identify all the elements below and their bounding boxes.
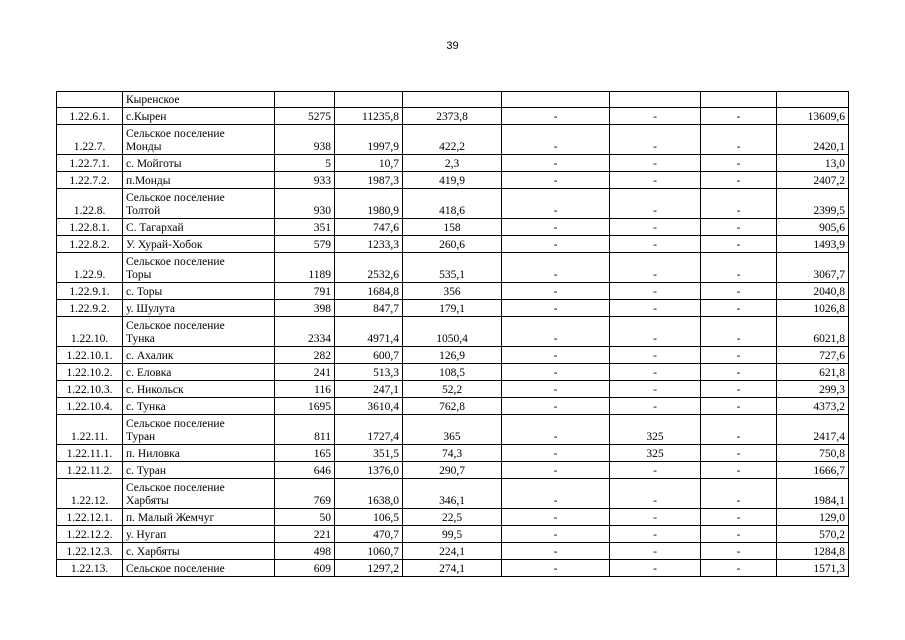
row-id: 1.22.9.1. [57, 283, 123, 300]
settlement-name-line: у. Шулута [126, 303, 175, 315]
value-cell-c8: 750,8 [777, 445, 849, 462]
value-cell-c7: - [701, 509, 777, 526]
settlement-name [123, 125, 275, 155]
settlement-name [123, 92, 275, 108]
value-cell-c6: - [610, 317, 701, 347]
value-cell-c4: 158 [403, 219, 502, 236]
settlement-name [123, 300, 275, 317]
table-row [57, 189, 849, 219]
value-cell-c3: 600,7 [335, 347, 403, 364]
value-cell-c6: - [610, 108, 701, 125]
settlement-name-line: у. Нугап [126, 529, 167, 541]
value-cell-c8: 1284,8 [777, 543, 849, 560]
value-cell-c5: - [502, 462, 610, 479]
value-cell-c8: 299,3 [777, 381, 849, 398]
value-cell-c7: - [701, 381, 777, 398]
value-cell-c4: 224,1 [403, 543, 502, 560]
value-cell-c6: 325 [610, 415, 701, 445]
row-id: 1.22.7.1. [57, 155, 123, 172]
value-cell-c6: - [610, 155, 701, 172]
value-cell-c4: 179,1 [403, 300, 502, 317]
value-cell-c7: - [701, 300, 777, 317]
value-cell-c7 [701, 92, 777, 108]
value-cell-c2: 646 [275, 462, 335, 479]
row-id: 1.22.12.2. [57, 526, 123, 543]
value-cell-c2: 221 [275, 526, 335, 543]
settlement-name [123, 347, 275, 364]
settlement-name-line: Монды [126, 141, 162, 153]
value-cell-c8: 2417,4 [777, 415, 849, 445]
value-cell-c3: 4971,4 [335, 317, 403, 347]
value-cell-c6: - [610, 381, 701, 398]
settlement-name-line: Торы [126, 269, 152, 281]
value-cell-c2 [275, 92, 335, 108]
value-cell-c5: - [502, 381, 610, 398]
value-cell-c4: 346,1 [403, 479, 502, 509]
settlement-name-line: п.Монды [126, 175, 171, 187]
settlement-name-line: Туран [126, 431, 156, 443]
value-cell-c6: - [610, 364, 701, 381]
row-id [57, 92, 123, 108]
value-cell-c5: - [502, 479, 610, 509]
value-cell-c4: 535,1 [403, 253, 502, 283]
value-cell-c4: 418,6 [403, 189, 502, 219]
table-row [57, 155, 849, 172]
value-cell-c2: 351 [275, 219, 335, 236]
value-cell-c7: - [701, 283, 777, 300]
value-cell-c4: 52,2 [403, 381, 502, 398]
value-cell-c8: 3067,7 [777, 253, 849, 283]
value-cell-c7: - [701, 108, 777, 125]
value-cell-c7: - [701, 445, 777, 462]
value-cell-c4: 356 [403, 283, 502, 300]
value-cell-c6: - [610, 300, 701, 317]
value-cell-c4: 2,3 [403, 155, 502, 172]
value-cell-c2: 5275 [275, 108, 335, 125]
value-cell-c7: - [701, 526, 777, 543]
value-cell-c4: 422,2 [403, 125, 502, 155]
value-cell-c2: 50 [275, 509, 335, 526]
value-cell-c5: - [502, 219, 610, 236]
value-cell-c3: 10,7 [335, 155, 403, 172]
value-cell-c8: 2407,2 [777, 172, 849, 189]
settlement-name-line: Сельское поселение [126, 256, 225, 268]
value-cell-c5: - [502, 509, 610, 526]
value-cell-c6: - [610, 253, 701, 283]
settlement-name-line: Сельское поселение [126, 192, 225, 204]
value-cell-c2: 811 [275, 415, 335, 445]
settlement-name-line: п. Малый Жемчуг [126, 512, 215, 524]
table-row [57, 415, 849, 445]
value-cell-c5: - [502, 543, 610, 560]
value-cell-c8: 1493,9 [777, 236, 849, 253]
value-cell-c8: 1571,3 [777, 560, 849, 577]
row-id: 1.22.8.2. [57, 236, 123, 253]
value-cell-c7: - [701, 364, 777, 381]
value-cell-c5: - [502, 347, 610, 364]
value-cell-c7: - [701, 189, 777, 219]
value-cell-c6: - [610, 172, 701, 189]
value-cell-c4: 274,1 [403, 560, 502, 577]
table-row [57, 560, 849, 577]
row-id: 1.22.9. [57, 253, 123, 283]
value-cell-c2: 398 [275, 300, 335, 317]
value-cell-c5: - [502, 300, 610, 317]
value-cell-c7: - [701, 125, 777, 155]
value-cell-c8: 2420,1 [777, 125, 849, 155]
page-number: 39 [446, 40, 459, 52]
settlement-name-line: Сельское поселение [126, 320, 225, 332]
value-cell-c8: 2399,5 [777, 189, 849, 219]
table-row [57, 92, 849, 108]
table-row [57, 347, 849, 364]
value-cell-c7: - [701, 236, 777, 253]
value-cell-c8 [777, 92, 849, 108]
value-cell-c4: 290,7 [403, 462, 502, 479]
settlement-name-line: с. Туран [126, 465, 167, 477]
settlement-name-line: Сельское поселение [126, 128, 225, 140]
value-cell-c6: - [610, 560, 701, 577]
table-row [57, 509, 849, 526]
table-row [57, 108, 849, 125]
settlement-name [123, 445, 275, 462]
value-cell-c5: - [502, 560, 610, 577]
value-cell-c3: 11235,8 [335, 108, 403, 125]
settlement-name-line: Харбяты [126, 495, 169, 507]
table-row [57, 445, 849, 462]
table-row [57, 300, 849, 317]
value-cell-c2: 165 [275, 445, 335, 462]
value-cell-c7: - [701, 155, 777, 172]
value-cell-c4: 1050,4 [403, 317, 502, 347]
value-cell-c6: - [610, 479, 701, 509]
settlement-name [123, 317, 275, 347]
settlement-name-line: с. Еловка [126, 367, 172, 379]
row-id: 1.22.8. [57, 189, 123, 219]
value-cell-c7: - [701, 415, 777, 445]
value-cell-c7: - [701, 479, 777, 509]
value-cell-c5: - [502, 125, 610, 155]
table-row [57, 398, 849, 415]
value-cell-c7: - [701, 347, 777, 364]
row-id: 1.22.7. [57, 125, 123, 155]
value-cell-c6: - [610, 283, 701, 300]
settlement-name [123, 398, 275, 415]
value-cell-c6: - [610, 509, 701, 526]
value-cell-c3: 1638,0 [335, 479, 403, 509]
value-cell-c8: 4373,2 [777, 398, 849, 415]
value-cell-c3: 247,1 [335, 381, 403, 398]
value-cell-c3: 470,7 [335, 526, 403, 543]
table-row [57, 283, 849, 300]
value-cell-c2: 498 [275, 543, 335, 560]
settlement-name-line: Сельское поселение [126, 563, 225, 575]
value-cell-c3: 1060,7 [335, 543, 403, 560]
value-cell-c5: - [502, 398, 610, 415]
row-id: 1.22.6.1. [57, 108, 123, 125]
value-cell-c2: 241 [275, 364, 335, 381]
settlement-name-line: с. Харбяты [126, 546, 180, 558]
row-id: 1.22.10.2. [57, 364, 123, 381]
value-cell-c8: 621,8 [777, 364, 849, 381]
value-cell-c2: 1695 [275, 398, 335, 415]
value-cell-c4: 99,5 [403, 526, 502, 543]
value-cell-c5: - [502, 236, 610, 253]
settlement-name [123, 189, 275, 219]
value-cell-c4: 762,8 [403, 398, 502, 415]
value-cell-c5 [502, 92, 610, 108]
value-cell-c4: 108,5 [403, 364, 502, 381]
value-cell-c8: 1026,8 [777, 300, 849, 317]
value-cell-c8: 13609,6 [777, 108, 849, 125]
value-cell-c6: - [610, 526, 701, 543]
value-cell-c6: - [610, 125, 701, 155]
settlement-name [123, 509, 275, 526]
settlement-name-line: Тунка [126, 333, 155, 345]
value-cell-c6: - [610, 189, 701, 219]
value-cell-c3: 1727,4 [335, 415, 403, 445]
value-cell-c5: - [502, 283, 610, 300]
settlement-name [123, 108, 275, 125]
settlement-name [123, 236, 275, 253]
value-cell-c3: 351,5 [335, 445, 403, 462]
value-cell-c2: 933 [275, 172, 335, 189]
value-cell-c2: 579 [275, 236, 335, 253]
value-cell-c7: - [701, 219, 777, 236]
settlement-name [123, 415, 275, 445]
value-cell-c3: 1980,9 [335, 189, 403, 219]
table-row [57, 125, 849, 155]
table-row [57, 526, 849, 543]
value-cell-c3: 847,7 [335, 300, 403, 317]
value-cell-c4: 74,3 [403, 445, 502, 462]
row-id: 1.22.7.2. [57, 172, 123, 189]
settlement-name [123, 155, 275, 172]
value-cell-c4 [403, 92, 502, 108]
table-row [57, 543, 849, 560]
settlement-name [123, 526, 275, 543]
value-cell-c6: 325 [610, 445, 701, 462]
table-row [57, 172, 849, 189]
settlement-name-line: с. Тунка [126, 401, 166, 413]
value-cell-c5: - [502, 317, 610, 347]
row-id: 1.22.11.2. [57, 462, 123, 479]
value-cell-c2: 609 [275, 560, 335, 577]
value-cell-c8: 570,2 [777, 526, 849, 543]
row-id: 1.22.11.1. [57, 445, 123, 462]
row-id: 1.22.12.3. [57, 543, 123, 560]
value-cell-c3 [335, 92, 403, 108]
settlement-name [123, 560, 275, 577]
value-cell-c4: 260,6 [403, 236, 502, 253]
table-row [57, 317, 849, 347]
value-cell-c6: - [610, 398, 701, 415]
value-cell-c2: 1189 [275, 253, 335, 283]
row-id: 1.22.9.2. [57, 300, 123, 317]
settlement-name-line: с. Ахалик [126, 350, 174, 362]
value-cell-c4: 22,5 [403, 509, 502, 526]
value-cell-c5: - [502, 155, 610, 172]
value-cell-c4: 419,9 [403, 172, 502, 189]
settlement-name-line: с. Торы [126, 286, 163, 298]
value-cell-c7: - [701, 560, 777, 577]
value-cell-c3: 513,3 [335, 364, 403, 381]
settlement-name-line: У. Хурай-Хобок [126, 239, 203, 251]
table-row [57, 236, 849, 253]
settlement-name-line: п. Ниловка [126, 448, 180, 460]
value-cell-c2: 938 [275, 125, 335, 155]
settlement-name [123, 381, 275, 398]
settlement-name-line: Сельское поселение [126, 418, 225, 430]
value-cell-c5: - [502, 526, 610, 543]
table-row [57, 219, 849, 236]
settlement-name [123, 462, 275, 479]
value-cell-c3: 1987,3 [335, 172, 403, 189]
row-id: 1.22.12.1. [57, 509, 123, 526]
value-cell-c2: 930 [275, 189, 335, 219]
value-cell-c2: 116 [275, 381, 335, 398]
value-cell-c5: - [502, 189, 610, 219]
row-id: 1.22.13. [57, 560, 123, 577]
value-cell-c6 [610, 92, 701, 108]
value-cell-c3: 747,6 [335, 219, 403, 236]
value-cell-c3: 1997,9 [335, 125, 403, 155]
settlement-name-line: Толтой [126, 205, 161, 217]
table-body [57, 92, 849, 577]
value-cell-c6: - [610, 462, 701, 479]
value-cell-c5: - [502, 108, 610, 125]
value-cell-c2: 2334 [275, 317, 335, 347]
value-cell-c7: - [701, 543, 777, 560]
value-cell-c6: - [610, 236, 701, 253]
value-cell-c2: 5 [275, 155, 335, 172]
row-id: 1.22.12. [57, 479, 123, 509]
row-id: 1.22.8.1. [57, 219, 123, 236]
settlement-name [123, 364, 275, 381]
value-cell-c3: 3610,4 [335, 398, 403, 415]
value-cell-c8: 13,0 [777, 155, 849, 172]
value-cell-c8: 727,6 [777, 347, 849, 364]
value-cell-c8: 2040,8 [777, 283, 849, 300]
settlement-name [123, 283, 275, 300]
value-cell-c5: - [502, 364, 610, 381]
table-row [57, 381, 849, 398]
value-cell-c8: 905,6 [777, 219, 849, 236]
settlement-name-line: Сельское поселение [126, 482, 225, 494]
settlement-name-line: с. Никольск [126, 384, 184, 396]
value-cell-c3: 1233,3 [335, 236, 403, 253]
row-id: 1.22.10.3. [57, 381, 123, 398]
value-cell-c6: - [610, 219, 701, 236]
value-cell-c5: - [502, 253, 610, 283]
settlement-name-line: С. Тагархай [126, 222, 184, 234]
value-cell-c3: 1376,0 [335, 462, 403, 479]
value-cell-c2: 769 [275, 479, 335, 509]
value-cell-c7: - [701, 462, 777, 479]
settlement-name-line: с. Мойготы [126, 158, 182, 170]
settlements-table [56, 91, 849, 577]
value-cell-c2: 791 [275, 283, 335, 300]
value-cell-c6: - [610, 347, 701, 364]
settlement-name [123, 219, 275, 236]
value-cell-c5: - [502, 415, 610, 445]
value-cell-c4: 126,9 [403, 347, 502, 364]
value-cell-c2: 282 [275, 347, 335, 364]
table-row [57, 479, 849, 509]
settlement-name [123, 172, 275, 189]
value-cell-c5: - [502, 445, 610, 462]
value-cell-c7: - [701, 317, 777, 347]
value-cell-c5: - [502, 172, 610, 189]
value-cell-c3: 1297,2 [335, 560, 403, 577]
table-row [57, 462, 849, 479]
value-cell-c3: 106,5 [335, 509, 403, 526]
value-cell-c4: 2373,8 [403, 108, 502, 125]
settlement-name-line: с.Кырен [126, 111, 167, 123]
row-id: 1.22.10.1. [57, 347, 123, 364]
value-cell-c3: 2532,6 [335, 253, 403, 283]
table-row [57, 364, 849, 381]
value-cell-c7: - [701, 253, 777, 283]
settlement-name [123, 479, 275, 509]
value-cell-c8: 129,0 [777, 509, 849, 526]
row-id: 1.22.10.4. [57, 398, 123, 415]
row-id: 1.22.11. [57, 415, 123, 445]
table-row [57, 253, 849, 283]
value-cell-c8: 1984,1 [777, 479, 849, 509]
settlement-name-line: Кыренское [126, 94, 180, 106]
value-cell-c8: 1666,7 [777, 462, 849, 479]
settlement-name [123, 543, 275, 560]
settlement-name [123, 253, 275, 283]
value-cell-c7: - [701, 172, 777, 189]
value-cell-c3: 1684,8 [335, 283, 403, 300]
value-cell-c6: - [610, 543, 701, 560]
value-cell-c4: 365 [403, 415, 502, 445]
row-id: 1.22.10. [57, 317, 123, 347]
value-cell-c8: 6021,8 [777, 317, 849, 347]
value-cell-c7: - [701, 398, 777, 415]
